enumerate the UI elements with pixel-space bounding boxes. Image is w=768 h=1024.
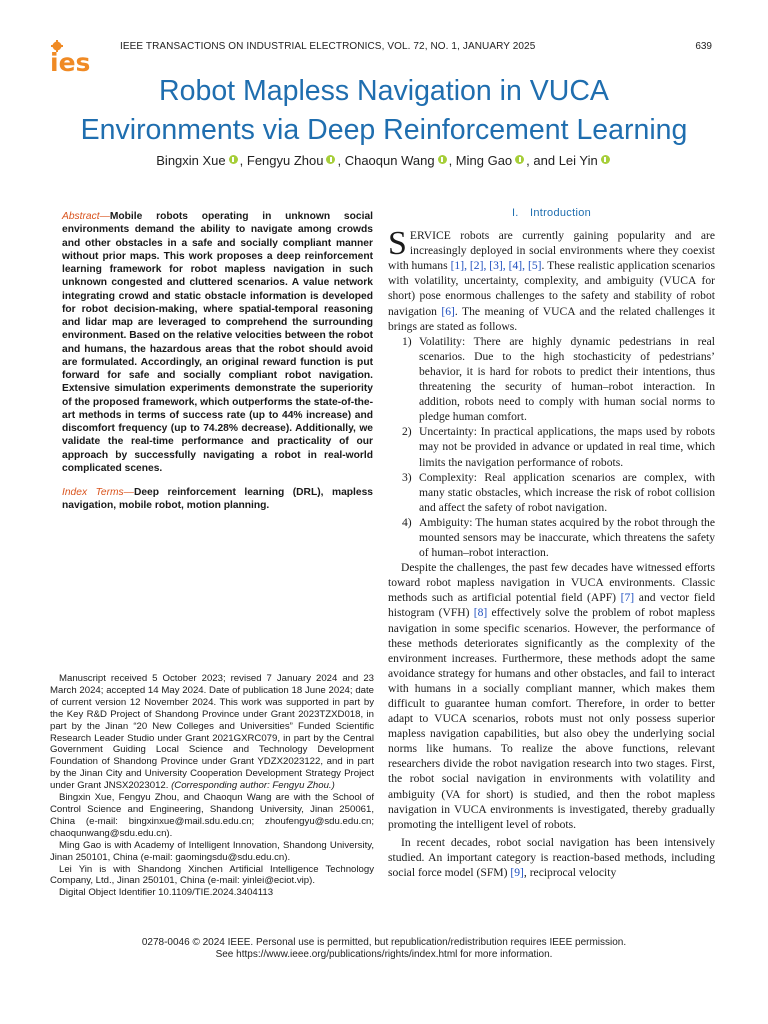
intro-paragraph-3: [388, 835, 715, 880]
intro-text: . The meaning of VUCA and the related challenges it brings are stated as follows.: [388, 304, 715, 333]
drop-cap: S: [388, 225, 407, 263]
running-head: IEEE TRANSACTIONS ON INDUSTRIAL ELECTRONICS, VOL. 72, NO. 1, JANUARY 2025: [120, 41, 536, 52]
author-name: Bingxin Xue: [156, 153, 226, 168]
citation-link[interactable]: [9]: [510, 866, 524, 880]
orcid-icon[interactable]: [601, 155, 610, 164]
citation-link[interactable]: [7]: [620, 591, 635, 605]
abstract-label: Abstract—: [62, 211, 110, 222]
orcid-icon[interactable]: [229, 155, 238, 164]
title-line-1: Robot Mapless Navigation in VUCA: [159, 75, 609, 107]
intro-paragraph-2: [388, 560, 715, 832]
list-number: 3): [402, 470, 412, 484]
footnote-affiliation: Ming Gao is with Academy of Intelligent Innovation, Shandong University, Jinan 250101, China (e-mail: gaomingsdu@sdu.edu.cn).: [50, 839, 374, 863]
copyright-line-1: 0278-0046 © 2024 IEEE. Personal use is permitted, but republication/redistribution requires IEEE permission.: [141, 937, 627, 948]
list-item: [388, 470, 715, 515]
footnote-manuscript-text: Manuscript received 5 October 2023; revised 7 January 2024 and 23 March 2024; accepted 14 May 2024. Date of publication 18 June 2024; date of current version 12 November 2024. This work was supported in part by the Key R&D Project of Shandong Province under Grant 2023TZXD018, in part by the Jinan “20 New Colleges and Universities” Funded Scientific Research Leader Studio under Grant 2021GXRC079, in part by the Central Government Guiding Local Science and Technology Development Foundation of Shandong Province under Grant YDZX2023122, and in part by the Jinan City and University Cooperation Development Strategy Project under Grant JNSX2023012.: [50, 673, 374, 792]
list-item-text: Ambiguity: The human states acquired by the robot through the mounted sensors may be inaccurate, which threatens the safety of human–robot interaction.: [419, 515, 715, 560]
intro-text: and vector field histogram (VFH): [388, 591, 715, 620]
vuca-list: [388, 334, 715, 560]
intro-text: effectively solve the problem of robot mapless navigation in some specific scenarios. However, the performance of these methods deteriorates significantly as the complexity of the environment increases. Furthermore, these methods adopt the same avoidance strategy for humans and other obstacles, and fail to interact with humans in a socially compliant manner, which makes them difficult to guarantee human comfort. Therefore, in order to better adapt to VUCA scenarios, robots must not only possess superior mapless navigation capabilities, but also obey the underlying social norms like humans. To realize the above functions, relevant researchers divide the robot navigation research into two stages. First, the robot social navigation in environments with volatility and ambiguity (VA for short) is studied, and then the robot mapless navigation in VUCA environments is investigated, thereby gradually promoting the intelligent level of robots.: [388, 606, 715, 831]
author-name: , and Lei Yin: [526, 153, 598, 168]
ies-logo: [48, 40, 106, 76]
list-item: [388, 334, 715, 425]
copyright-notice: [0, 937, 768, 961]
section-heading: I. Introduction: [511, 207, 592, 219]
list-item-text: Complexity: Real application scenarios are complex, with many static obstacles, which increase the risk of robot collision and affect the safety of robot navigation.: [419, 470, 715, 514]
paper-title: [30, 72, 738, 150]
doi: Digital Object Identifier 10.1109/TIE.2024.3404113: [59, 887, 274, 899]
footnote-affiliation: Lei Yin is with Shandong Xinchen Artificial Intelligence Technology Company, Ltd., Jinan 250101, China (e-mail: yinlei@eciot.vip).: [50, 863, 374, 887]
author-name: , Ming Gao: [448, 153, 513, 168]
index-terms-label: Index Terms—: [62, 487, 134, 498]
intro-text: ERVICE robots are currently gaining popularity and are increasingly deployed in social environments where they coexist with humans: [388, 229, 715, 273]
citation-link[interactable]: [8]: [473, 606, 488, 620]
introduction-column: [388, 206, 715, 880]
citation-link[interactable]: [6]: [441, 304, 455, 318]
author-list: [30, 152, 738, 170]
abstract-text: Mobile robots operating in unknown social environments demand the ability to navigate among crowds and other obstacles in a safe and socially compliant manner without prior maps. This work proposes a deep reinforcement learning framework for robot mapless navigation in such unknown congested and cluttered scenarios. A value network integrating crowd and static obstacle information is developed for robot decision-making, where spatial-temporal reasoning and lidar map are leveraged to comprehend the surrounding environment. Based on the relative velocities between the robot and humans, the hazardous areas that the robot should avoid are formulated. Accordingly, an original reward function is put forward for safe and socially compliant robot navigation. Extensive simulation experiments demonstrate the superiority of the proposed framework, which outperforms the state-of-the-art methods in terms of success rate (up to 44% increase) and discomfort frequency (up to 74.28% decrease). Additionally, we validate the real-time performance and practicality of our approach by successfully navigating a robot in real-world complicated scenes.: [62, 211, 373, 474]
index-terms: [62, 486, 373, 513]
intro-text: In recent decades, robot social navigation has been intensively studied. An important category is reaction-based methods, including social force model (SFM): [388, 835, 715, 880]
title-line-2: Environments via Deep Reinforcement Learning: [80, 114, 688, 146]
author-name: , Fengyu Zhou: [239, 153, 324, 168]
page-number: 639: [695, 41, 712, 52]
footnotes: [50, 673, 374, 899]
copyright-line-2: See https://www.ieee.org/publications/rights/index.html for more information.: [215, 949, 553, 960]
footnote-affiliation: Bingxin Xue, Fengyu Zhou, and Chaoqun Wang are with the School of Control Science and Engineering, Shandong University, Jinan 250061, China (e-mail: bingxinxue@mail.sdu.edu.cn; zhoufengyu@sdu.edu.cn; chaoqunwang@sdu.edu.cn).: [50, 792, 374, 839]
citation-link[interactable]: [1], [2], [3], [4], [5]: [450, 259, 542, 273]
list-item-text: Uncertainty: In practical applications, the maps used by robots may not be provided in advance or updated in real time, which limits the navigation performance of robots.: [419, 425, 715, 469]
orcid-icon[interactable]: [515, 155, 524, 164]
intro-text: . These realistic application scenarios with volatility, uncertainty, complexity, and ambiguity (VUCA for short) pose enormous challenges to the safety and stability of robot navigation: [388, 259, 715, 318]
abstract-paragraph: [62, 210, 373, 475]
list-item: [388, 424, 715, 469]
list-item-text: Volatility: There are highly dynamic pedestrians in real scenarios. Due to the high stochasticity of pedestrians’ behavior, it is hard for robots to predict their intentions, thus threatening the security of human–robot interaction. In addition, robots need to comply with human social norms to pledge human comfort.: [419, 334, 715, 424]
list-number: 1): [402, 334, 412, 348]
list-number: 4): [402, 515, 412, 529]
abstract-block: [62, 210, 373, 513]
corresponding-author: (Corresponding author: Fengyu Zhou.): [171, 780, 335, 792]
orcid-icon[interactable]: [326, 155, 335, 164]
intro-text: Despite the challenges, the past few decades have witnessed efforts toward robot mapless navigation in VUCA environments. Classic methods such as artificial potential field (APF): [388, 561, 715, 605]
author-name: , Chaoqun Wang: [337, 153, 435, 168]
index-terms-text: Deep reinforcement learning (DRL), mapless navigation, mobile robot, motion planning.: [62, 487, 373, 512]
list-item: [388, 515, 715, 560]
orcid-icon[interactable]: [438, 155, 447, 164]
intro-paragraph-1: [388, 225, 715, 334]
footnote-manuscript: [50, 673, 374, 792]
list-number: 2): [402, 425, 412, 439]
intro-text: , reciprocal velocity: [523, 866, 617, 880]
logo-text: ies: [50, 48, 91, 76]
